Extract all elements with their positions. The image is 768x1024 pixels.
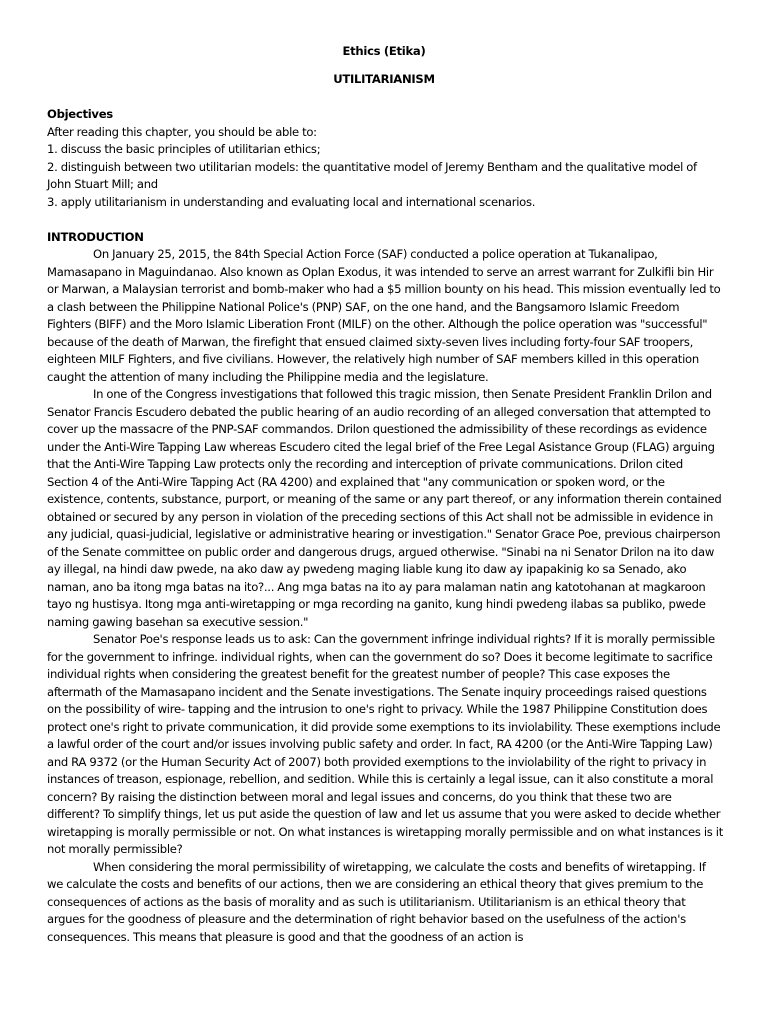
document-body — [47, 106, 723, 946]
introduction-paragraph: On January 25, 2015, the 84th Special Action Force (SAF) conducted a police operation at Tukanalipao, Mamasapano in Maguindanao. Also known as Oplan Exodus, it was intended to serve an arrest warrant for Zulkifli bin Hir or Marwan, a Malaysian terrorist and bomb-maker who had a $5 million bounty on his head. This mission eventually led to a clash between the Philippine National Police's (PNP) SAF, on the one hand, and the Bangsamoro Islamic Freedom Fighters (BIFF) and the Moro Islamic Liberation Front (MILF) on the other. Although the police operation was "successful" because of the death of Marwan, the firefight that ensued claimed sixty-seven lives including forty-four SAF troopers, eighteen MILF Fighters, and five civilians. However, the relatively high number of SAF members killed in this operation caught the attention of many including the Philippine media and the legislature. — [47, 247, 721, 384]
section-gap — [47, 211, 723, 229]
introduction-heading: INTRODUCTION — [47, 229, 144, 244]
objectives-heading: Objectives — [47, 107, 113, 121]
introduction-paragraph: Senator Poe's response leads us to ask: Can the government infringe individual rights? If it is morally permissible for the government to infringe. individual rights, when can the government do so? Does it become legitimate to sacrifice individual rights when considering the greatest benefit for the greatest number of people? This case exposes the aftermath of the Mamasapano incident and the Senate investigations. The Senate inquiry proceedings raised questions on the possibility of wire- tapping and the intrusion to one's right to privacy. While the 1987 Philippine Constitution does protect one's right to private communication, it did provide some exemptions to its inviolability. These exemptions include a lawful order of the court and/or issues involving public safety and order. In fact, RA 4200 (or the Anti-Wire Tapping Law) and RA 9372 (or the Human Security Act of 2007) both provided exemptions to the inviolability of the right to privacy in instances of treason, espionage, rebellion, and sedition. While this is certainly a legal issue, can it also constitute a moral concern? By raising the distinction between moral and legal issues and concerns, do you think that these two are different? To simplify things, let us put aside the question of law and let us assume that you were asked to decide whether wiretapping is morally permissible or not. On what instances is wiretapping morally permissible and on what instances is it not morally permissible? — [47, 632, 723, 856]
document-title: Ethics (Etika) — [342, 44, 426, 58]
introduction-paragraph: In one of the Congress investigations that followed this tragic mission, then Senate President Franklin Drilon and Senator Francis Escudero debated the public hearing of an audio recording of an alleged conversation that attempted to cover up the massacre of the PNP-SAF commandos. Drilon questioned the admissibility of these recordings as evidence under the Anti-Wire Tapping Law whereas Escudero cited the legal brief of the Free Legal Asistance Group (FLAG) arguing that the Anti-Wire Tapping Law protects only the recording and interception of private communications. Drilon cited Section 4 of the Anti-Wire Tapping Act (RA 4200) and explained that "any communication or spoken word, or the existence, contents, substance, purport, or meaning of the same or any part thereof, or any information therein contained obtained or secured by any person in violation of the preceding sections of this Act shall not be admissible in evidence in any judicial, quasi-judicial, legislative or administrative hearing or investigation." Senator Grace Poe, previous chairperson of the Senate committee on public order and dangerous drugs, argued otherwise. "Sinabi na ni Senator Drilon na ito daw ay illegal, na hindi daw pwede, na ako daw ay pwedeng maging liable kung ito daw ay ipapakinig ko sa Senado, ako naman, ano ba itong mga batas na ito?... Ang mga batas na ito ay para malaman natin ang katotohanan at magkaroon tayo ng hustisya. Itong mga anti-wiretapping or mga recording na ganito, kung hindi pwedeng ilabas sa publiko, pwede naming gawing basehan sa executive session." — [47, 387, 722, 629]
chapter-title: UTILITARIANISM — [333, 72, 435, 86]
objectives-intro: After reading this chapter, you should be able to: — [47, 124, 317, 139]
objective-item: 3. apply utilitarianism in understanding and evaluating local and international scenarios. — [47, 194, 536, 209]
objective-item: 1. discuss the basic principles of utilitarian ethics; — [47, 142, 321, 156]
introduction-paragraph: When considering the moral permissibility of wiretapping, we calculate the costs and benefits of wiretapping. If we calculate the costs and benefits of our actions, then we are considering an ethical theory that gives premium to the consequences of actions as the basis of morality and as such is utilitarianism. Utilitarianism is an ethical theory that argues for the goodness of pleasure and the determination of right behavior based on the usefulness of the action's consequences. This means that pleasure is good and that the goodness of an action is — [47, 859, 706, 944]
objective-item: 2. distinguish between two utilitarian models: the quantitative model of Jeremy Bentham and the qualitative model of John Stuart Mill; and — [47, 159, 697, 191]
objectives-list — [47, 141, 723, 211]
